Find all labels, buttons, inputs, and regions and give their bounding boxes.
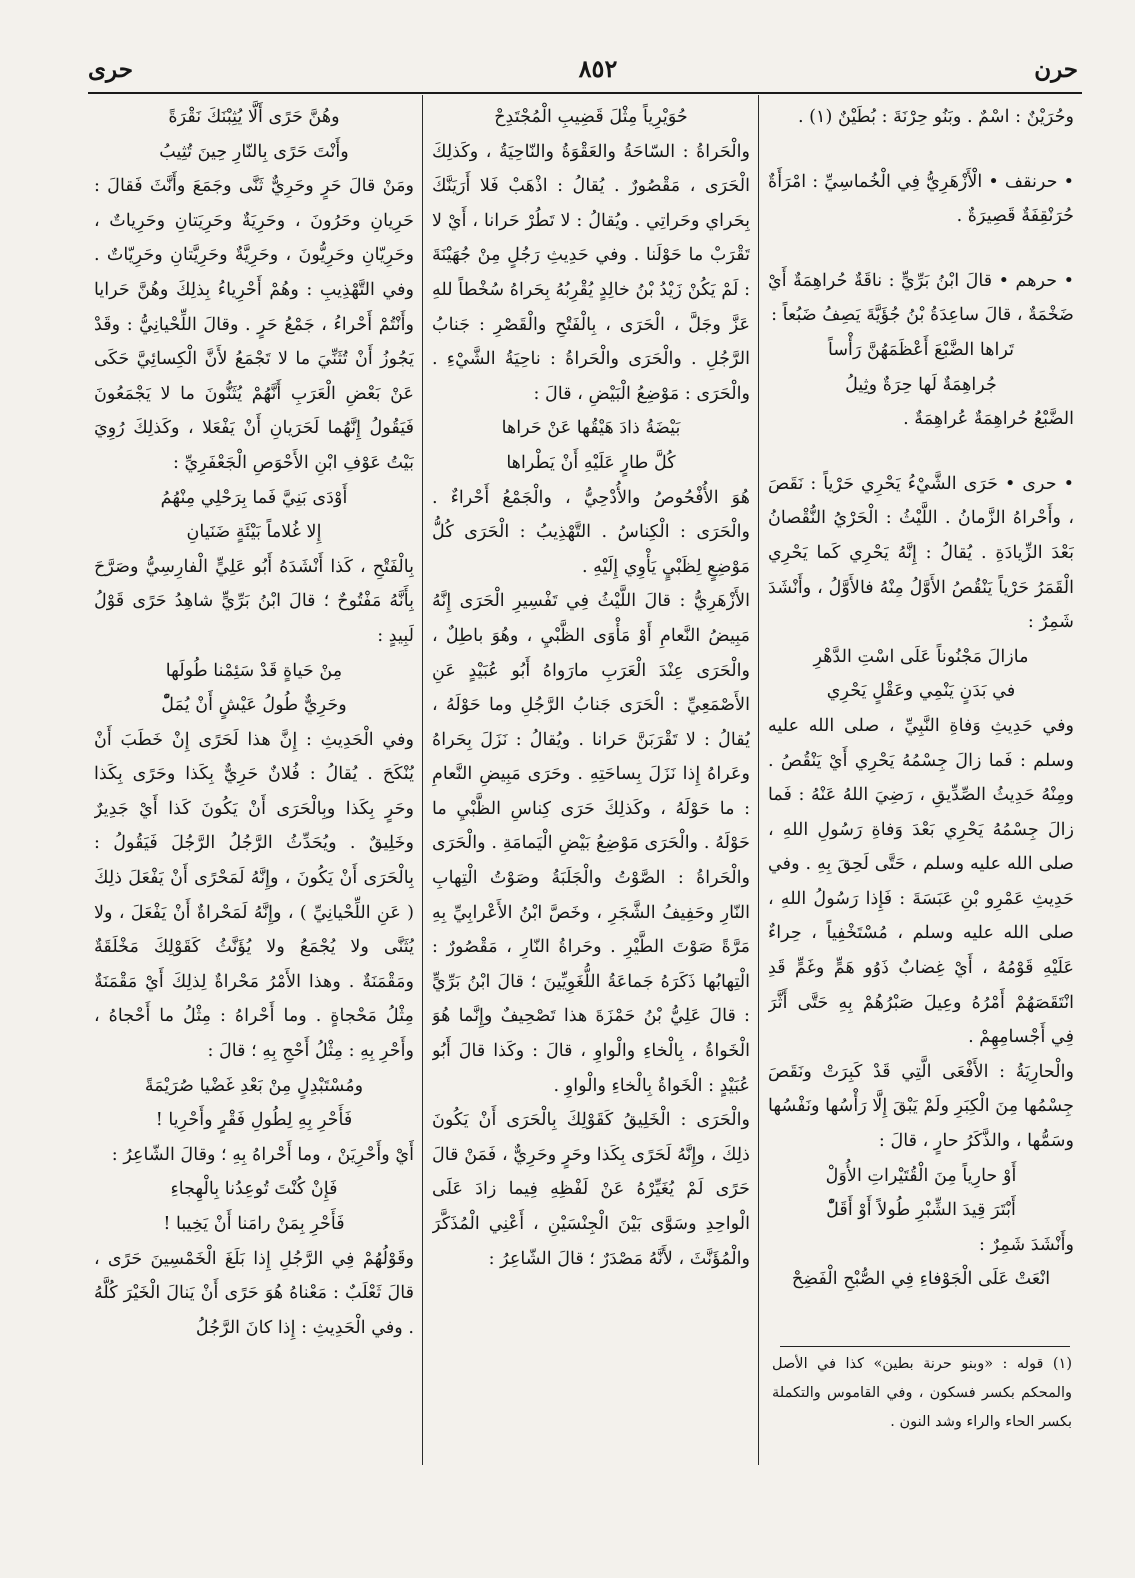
verse-line: مازالَ مَجْنُوناً عَلَى اسْتِ الدَّهْرِ [813,646,1029,667]
entry-text: الضَّبْعُ حُراهِمَةٌ عُراهِمَةٌ . [903,409,1074,430]
verse-line: فَإِنْ كُنْتَ تُوعِدُنا بِالْهِجاءِ [170,1179,338,1200]
entry-hry: • حرى • حَرَى الشَّيْءُ يَحْرِي حَرْياً : نَقَصَ ، وأَحْراهُ الزَّمانُ . اللَّيْثُ : الْحَرْيُ النُّقْصانُ بَعْدَ الزِّيادَةِ . يُقالُ : إِنَّهُ يَحْرِي كَما يَحْرِي الْقَمَرُ حَرْياً يَنْقُصُ الأَوَّلُ مِنْهُ فالأَوَّلُ ، وأَنْشَدَ شَمِرٌ : [768,473,1074,633]
right-column [768,100,1074,1340]
entry-text: وفي حَدِيثِ وَفاةِ النَّبِيِّ ، صلى الله عليه وسلم : فَما زالَ جِسْمُهُ يَحْرِي أَيْ يَنْقُصُ . ومِنْهُ حَدِيثُ الصِّدِّيقِ ، رَضِيَ اللهُ عَنْهُ : فَما زالَ جِسْمُهُ يَحْرِي بَعْدَ وَفاةِ رَسُولِ اللهِ ، صلى الله عليه وسلم ، حَتَّى لَحِقَ بِهِ . وفي حَدِيثِ عَمْرِو بْنِ عَبَسَةَ : فَإِذا رَسُولُ اللهِ ، صلى الله عليه وسلم ، مُسْتَخْفِياً ، حِراءٌ عَلَيْهِ قَوْمُهُ ، أَيْ غِضابٌ ذَوُو هَمٍّ وغَمٍّ قَدِ انْتَقَصَهُمْ أَمْرُهُ وعِيلَ صَبْرُهُمْ بِهِ حَتَّى أَثَّرَ فِي أَجْسامِهِمْ . [768,715,1074,1048]
verse-line: أَوْ حارِياً مِنَ الْقُتَيْراتِ الأُوَلْ [825,1165,1017,1186]
footnote-rule [780,1346,1070,1347]
verse-line: فَأَحْرِ بِهِ لِطُولِ فَقْرٍ وأَحْرِيا ! [155,1110,353,1131]
page-number: ٨٥٢ [578,54,618,83]
verse-line: وحَرِيٌّ طُولُ عَيْشٍ أَنْ يُمَلّْ [161,695,347,716]
header-right-word: حرن [1034,56,1078,83]
left-column [94,100,414,1465]
entry-text: وقَوْلُهُمْ فِي الرَّجُلِ إِذا بَلَغَ الْخَمْسِينَ حَرًى ، قالَ ثَعْلَبٌ : مَعْناهُ هُوَ حَرًى أَنْ يَنالَ الْخَيْرَ كُلَّهُ . وفي الْحَدِيثِ : إِذا كانَ الرَّجُلُ [94,1248,414,1338]
verse-line: أَبْتَرَ قِيدَ الشِّبْرِ طُولاً أَوْ أَقَلّْ [826,1200,1016,1221]
verse-line: بَيْضَةُ ذادَ هَيْقُها عَنْ حَراها [501,418,681,439]
verse-line: فَأَحْرِ بِمَنْ رامَنا أَنْ يَخِيبا ! [163,1214,345,1234]
verse-line: وأَنْتَ حَرًى بِالنّارِ حِينَ تُثِيبُ [159,141,349,162]
verse-line: أَوْدَى بَنِيَّ فَما بِرَحْلِي مِنْهُمُ [160,487,348,508]
column-divider-left [422,95,423,1465]
header-left-word: حرى [88,56,133,83]
verse-line: كُلَّ طارٍ عَلَيْهِ أَنْ يَطْراها [506,452,676,473]
entry-text: بِالْفَتْحِ ، كَذا أَنْشَدَهُ أَبُو عَلِيٍّ الْفارِسِيُّ وصَرَّحَ بِأَنَّهُ مَفْتُوحٌ ؛ قالَ ابْنُ بَرِّيٍّ شاهِدُ حَرًى قَوْلُ لَبِيدٍ : [94,556,414,646]
page-header [88,52,1078,92]
verse-line: تَراها الضَّبْعَ أَعْظَمَهُنَّ رَأْساً [827,339,1015,360]
entry-text: وأَنْشَدَ شَمِرٌ : [979,1234,1074,1255]
verse-line: ومُسْتَبْدِلٍ مِنْ بَعْدِ غَضْيا صُرَيْمَةً [144,1075,364,1096]
column-divider-right [758,95,759,1465]
entry-text: أَيْ وأَحْرِيَنْ ، وما أَحْراهُ بِهِ ؛ وقالَ الشّاعِرُ : [111,1144,414,1165]
entry-text: وحُرَيْنٌ : اسْمٌ . وبَنُو حِرْنَةَ : بُطَيْنٌ (١) . [797,107,1074,127]
header-rule [88,92,1082,94]
verse-line: في بَدَنٍ يَنْمِي وعَقْلٍ يَحْرِي [826,681,1016,702]
entry-text: الأَزْهَرِيُّ : قالَ اللَّيْثُ فِي تَفْسِيرِ الْحَرَى إِنَّهُ مَبِيضُ النَّعامِ أَوْ مَأْوَى الظَّبْيِ ، وهُوَ باطِلٌ ، والْحَرَى عِنْدَ الْعَرَبِ مارَواهُ أَبُو عُبَيْدٍ عَنِ الأَصْمَعِيِّ : الْحَرَى جَنابُ الرَّجُلِ وما حَوْلَهُ ، يُقالُ : لا تَقْرَبَنَّ حَرانا . ويُقالُ : نَزَلَ بِحَراهُ وعَراهُ إِذا نَزَلَ بِساحَتِهِ . وحَرَى مَبِيضِ النَّعامِ : ما حَوْلَهُ ، وكَذلِكَ حَرَى كِناسِ الظَّبْيِ ما حَوْلَهُ . والْحَرَى مَوْضِعُ بَيْضِ الْيَمامَةِ . والْحَرَى والْحَراةُ : الصَّوْتُ والْجَلَبَةُ وصَوْتُ الْتِهابِ النّارِ وحَفِيفُ الشَّجَرِ ، وخَصَّ ابْنُ الأَعْرابِيِّ بِهِ مَرَّةً صَوْتَ الطَّيْرِ . وحَراةُ النّارِ ، مَقْصُورٌ : الْتِهابُها ذَكَرَهُ جَماعَةُ اللُّغَوِيِّينَ ؛ قالَ ابْنُ بَرِّيٍّ : قالَ عَلِيُّ بْنُ حَمْزَةَ هذا تَصْحِيفٌ وإِنَّما هُوَ الْخَواةُ ، بِالْخاءِ والْواوِ ، قالَ : وكَذا قالَ أَبُو عُبَيْدٍ : الْخَواةُ بِالْخاءِ والْواوِ . [432,591,750,1096]
entry-text: والْحارِيَةُ : الأَفْعَى الَّتِي قَدْ كَبِرَتْ ونَقَصَ جِسْمُها مِنَ الْكِبَرِ ولَمْ يَبْقَ إِلَّا رَأْسُها ونَفْسُها وسَمُّها ، والذَّكَرُ حارٍ ، قالَ : [768,1061,1074,1152]
verse-line: وهُنَّ حَرًى أَلَّا يُثِبْنَكَ نَقْرَةً [168,107,340,127]
entry-text: والْحَرَى : الْخَلِيقُ كَقَوْلِكَ بِالْحَرَى أَنْ يَكُونَ ذلِكَ ، وإِنَّهُ لَحَرًى بِكَذا وحَرٍ وحَرِيٌّ ، فَمَنْ قالَ حَرًى لَمْ يُغَيِّرْهُ عَنْ لَفْظِهِ فِيما زادَ عَلَى الْواحِدِ وسَوَّى بَيْنَ الْجِنْسَيْنِ ، أَعْنِي الْمُذَكَّرَ والْمُؤَنَّثَ ، لأَنَّهُ مَصْدَرٌ ؛ قالَ الشّاعِرُ : [432,1110,750,1269]
entry-text: ومَنْ قالَ حَرٍ وحَرِيٌّ ثَنَّى وجَمَعَ وأَنَّثَ فَقالَ : حَرِيانِ وحَرُونَ ، وحَرِيَةٌ وحَرِيَتانِ وحَرِياتٌ ، وحَرِيّانِ وحَرِيُّونَ ، وحَرِيَّةٌ وحَرِيَّتانِ وحَرِيّاتٌ . وفي التَّهْذِيبِ : وهُمْ أَحْرِياءُ بِذلِكَ وهُنَّ حَرايا وأَنْتُمْ أَحْراءُ ، جَمْعُ حَرٍ . وقالَ اللِّحْيانِيُّ : وقَدْ يَجُوزُ أَنْ تُثَنِّيَ ما لا تَجْمَعُ لأَنَّ الْكِسائِيَّ حَكَى عَنْ بَعْضِ الْعَرَبِ أَنَّهُمْ يُثَنُّونَ ما لا يَجْمَعُونَ فَيَقُولُ إِنَّهُما لَحَرَيانِ أَنْ يَفْعَلا ، وكَذلِكَ رُوِيَ بَيْتُ عَوْفِ ابْنِ الأَحْوَصِ الْجَعْفَرِيِّ : [94,176,414,473]
entry-hrhm: • حرهم • قالَ ابْنُ بَرِّيٍّ : ناقَةٌ حُراهِمَةٌ أَيْ ضَخْمَةٌ ، قالَ ساعِدَةُ بْنُ جُؤَيَّةَ يَصِفُ ضَبُعاً : [768,270,1074,326]
entry-text: وفي الْحَدِيثِ : إِنَّ هذا لَحَرًى إِنْ خَطَبَ أَنْ يُنْكَحَ . يُقالُ : فُلانٌ حَرِيٌّ بِكَذا وحَرًى بِكَذا وحَرٍ بِكَذا وبِالْحَرَى أَنْ يَكُونَ كَذا أَيْ جَدِيرٌ وخَلِيقٌ . ويُحَدِّثُ الرَّجُلُ الرَّجُلَ فَيَقُولُ : بِالْحَرَى أَنْ يَكُونَ ، وإِنَّهُ لَمَحْرًى أَنْ يَفْعَلَ ذلِكَ ( عَنِ اللِّحْيانِيِّ ) ، وإِنَّهُ لَمَحْراةٌ أَنْ يَفْعَلَ ، ولا يُثَنَّى ولا يُجْمَعُ ولا يُؤَنَّثُ كَقَوْلِكَ مَخْلَقَةٌ ومَقْمَنَةٌ . وهذا الأَمْرُ مَحْراةٌ لِذلِكَ أَيْ مَقْمَنَةٌ مِثْلُ مَحْجاةٍ . وما أَحْراهُ : مِثْلُ ما أَحْجاهُ ، وأَحْرِ بِهِ : مِثْلُ أَحْجِ بِهِ ؛ قالَ : [94,729,414,1062]
entry-text: والْحَراةُ : السّاحَةُ والعَقْوَةُ والنّاحِيَةُ ، وكَذلِكَ الْحَرَى ، مَقْصُورٌ . يُقالُ : اذْهَبْ فَلا أَرَيَنَّكَ بِحَراي وحَراتِي . ويُقالُ : لا تَطُرْ حَرانا ، أَيْ لا تَقْرَبْ ما حَوْلَنا . وفي حَدِيثِ رَجُلٍ مِنْ جُهَيْنَةَ : لَمْ يَكُنْ زَيْدُ بْنُ خالِدٍ يُقْرِبُهُ بِحَراهُ سُخْطاً للهِ عَزَّ وجَلَّ ، الْحَرَى ، بِالْفَتْحِ والْقَصْرِ : جَنابُ الرَّجُلِ . والْحَرَى والْحَراةُ : ناحِيَةُ الشَّيْءِ . والْحَرَى : مَوْضِعُ الْبَيْضِ ، قالَ : [432,141,750,404]
entry-text: هُوَ الأُفْحُوصُ والأُدْحِيُّ ، والْجَمْعُ أَحْراءٌ . والْحَرَى : الْكِناسُ . التَّهْذِيبُ : الْحَرَى كُلُّ مَوْضِعٍ لِظَبْيٍ يَأْوِي إِلَيْهِ . [432,487,750,577]
middle-column [432,100,750,1465]
verse-line: إِلا غُلاماً بَيْئَةٍ ضَنَيانِ [186,522,322,543]
verse-line: انْعَتْ عَلَى الْجَوْفاءِ فِي الصُّبْحِ الْفَضِحْ [791,1269,1051,1290]
verse-line: جُراهِمَةٌ لَها حِرَةٌ وثِيلُ [845,374,997,395]
entry-hrnqf: • حرنقف • الْأَزْهَرِيُّ فِي الْخُماسِيِّ : امْرَأَةٌ حُرَنْقِفَةٌ قَصِيرَةٌ . [768,171,1074,227]
footnote: (١) قوله : «وبنو حرنة بطين» كذا في الأصل والمحكم بكسر فسكون ، وفي القاموس والتكملة بكسر الحاء والراء وشد النون . [772,1356,1072,1430]
verse-line: حُوَيْرِياً مِثْلَ قَضِيبِ الْمُجْتَدِحْ [494,107,688,127]
verse-line: مِنْ حَياةٍ قَدْ سَئِمْنا طُولَها [165,660,343,681]
